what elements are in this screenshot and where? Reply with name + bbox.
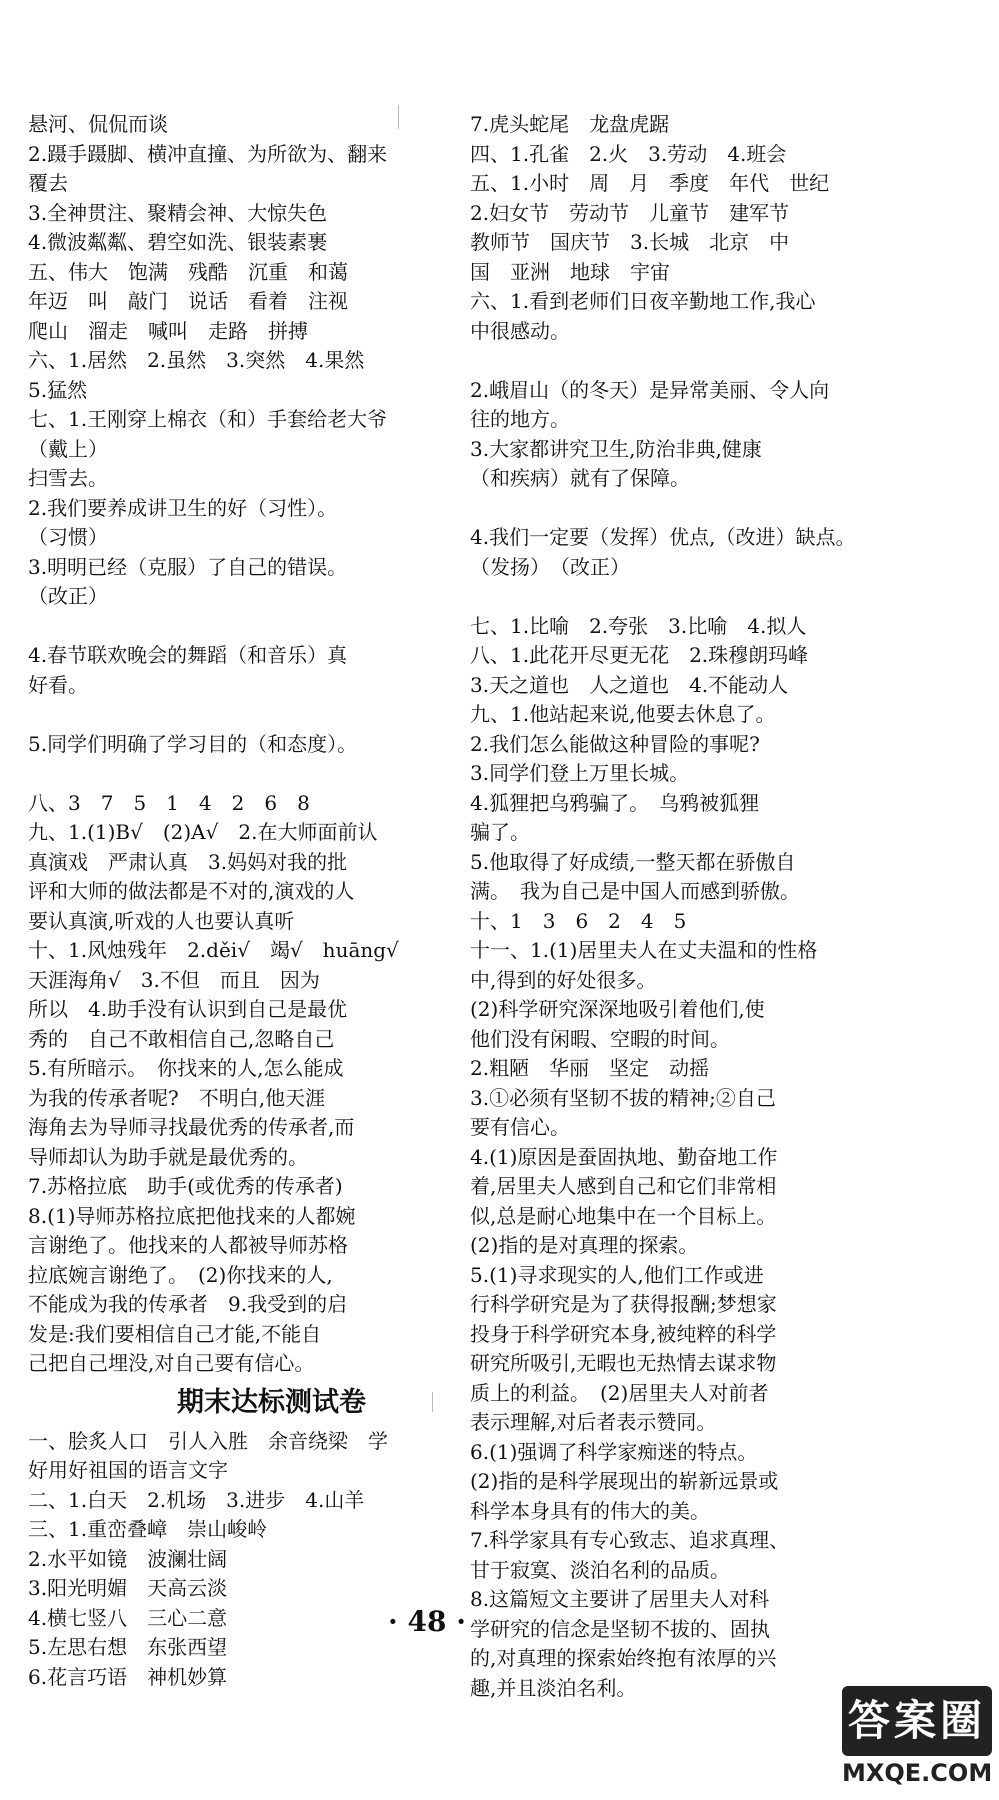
text-line: 己把自己埋没,对自己要有信心。	[28, 1351, 315, 1375]
text-line: 扫雪去。	[28, 466, 108, 490]
text-line: 五、1.小时 周 月 季度 年代 世纪	[470, 171, 830, 195]
text-line: （改正）	[28, 584, 108, 608]
text-line	[470, 494, 990, 524]
text-line: 质上的利益。 (2)居里夫人对前者	[470, 1380, 769, 1405]
text-line: 3.阳光明媚 天高云淡	[28, 1576, 228, 1600]
text-line: 5.有所暗示。 你找来的人,怎么能成	[28, 1056, 344, 1080]
text-line: 他们没有闲暇、空暇的时间。	[470, 1026, 730, 1051]
text-line: 7.苏格拉底 助手(或优秀的传承者)	[28, 1174, 343, 1198]
text-line: 教师节 国庆节 3.长城 北京 中	[470, 230, 790, 254]
text-line: 往的地方。	[470, 407, 570, 431]
text-line: 2.妇女节 劳动节 儿童节 建军节	[470, 200, 790, 225]
text-line: 3.明明已经（克服）了自己的错误。	[28, 554, 348, 579]
text-line: 3.天之道也 人之道也 4.不能动人	[470, 672, 789, 697]
text-line: 四、1.孔雀 2.火 3.劳动 4.班会	[470, 141, 787, 166]
text-line: (2)指的是对真理的探索。	[470, 1233, 699, 1257]
text-line: 九、1.他站起来说,他要去休息了。	[470, 702, 776, 726]
right-column	[470, 110, 990, 1703]
text-line: 5.左思右想 东张西望	[28, 1635, 228, 1659]
text-line: 十一、1.(1)居里夫人在丈夫温和的性格	[470, 938, 818, 962]
page-number: · 48 ·	[388, 1605, 466, 1638]
text-line: 满。 我为自己是中国人而感到骄傲。	[470, 879, 800, 903]
text-line: 中很感动。	[470, 318, 570, 343]
text-line: 十、1 3 6 2 4 5	[470, 908, 687, 933]
text-line: 二、1.白天 2.机场 3.进步 4.山羊	[28, 1487, 365, 1512]
text-line: 表示理解,对后者表示赞同。	[470, 1410, 717, 1434]
text-line: 要认真演,听戏的人也要认真听	[28, 908, 295, 933]
text-line: 六、1.看到老师们日夜辛勤地工作,我心	[470, 289, 816, 313]
watermark-bottom: MXQE.COM	[842, 1759, 993, 1787]
text-line: 七、1.王刚穿上棉衣（和）手套给老大爷	[28, 407, 388, 431]
text-line	[28, 759, 470, 789]
watermark-top: 答案圈	[842, 1686, 992, 1756]
watermark-logo	[842, 1686, 992, 1790]
text-line: 科学本身具有的伟大的美。	[470, 1498, 710, 1523]
text-line: 8.这篇短文主要讲了居里夫人对科	[470, 1587, 770, 1611]
text-line: 国 亚洲 地球 宇宙	[470, 259, 670, 284]
text-line	[470, 346, 990, 376]
text-line: 行科学研究是为了获得报酬;梦想家	[470, 1292, 777, 1316]
text-line: 五、伟大 饱满 残酷 沉重 和蔼	[28, 259, 348, 284]
text-line: 海角去为导师寻找最优秀的传承者,而	[28, 1115, 355, 1139]
text-line: 6.花言巧语 神机妙算	[28, 1664, 228, 1689]
text-line: 2.我们怎么能做这种冒险的事呢?	[470, 731, 760, 756]
text-line: 一、脍炙人口 引人入胜 余音绕梁 学	[28, 1428, 388, 1453]
text-line: （发扬） （改正）	[470, 554, 630, 579]
text-line: 8.(1)导师苏格拉底把他找来的人都婉	[28, 1203, 356, 1228]
text-line: 4.(1)原因是蚕固执地、勤奋地工作	[470, 1144, 778, 1169]
text-line: 中,得到的好处很多。	[470, 967, 657, 992]
text-line: 学研究的信念是坚韧不拔的、固执	[470, 1616, 770, 1641]
text-line: 爬山 溜走 喊叫 走路 拼搏	[28, 318, 308, 343]
text-line: 2.水平如镜 波澜壮阔	[28, 1546, 228, 1571]
text-line: 好看。	[28, 672, 88, 697]
text-line: 十、1.风烛残年 2.děi√ 竭√ huāng√	[28, 938, 399, 962]
text-line: （习惯）	[28, 525, 108, 549]
text-line: 秀的 自己不敢相信自己,忽略自己	[28, 1026, 335, 1051]
text-line: 为我的传承者呢? 不明白,他天涯	[28, 1085, 326, 1110]
text-line: 2.粗陋 华丽 坚定 动摇	[470, 1056, 710, 1080]
text-line: 5.他取得了好成绩,一整天都在骄傲自	[470, 849, 796, 874]
text-line	[470, 582, 990, 612]
text-line: 骗了。	[470, 820, 530, 844]
text-line: 3.全神贯注、聚精会神、大惊失色	[28, 200, 328, 225]
text-line: 的,对真理的探索始终抱有浓厚的兴	[470, 1646, 777, 1670]
text-line: 八、3 7 5 1 4 2 6 8	[28, 790, 310, 815]
text-line: 甘于寂寞、淡泊名利的品质。	[470, 1557, 730, 1582]
text-line: 好用好祖国的语言文字	[28, 1458, 228, 1482]
text-line: 4.狐狸把乌鸦骗了。 乌鸦被狐狸	[470, 790, 760, 815]
text-line: 九、1.(1)B√ (2)A√ 2.在大师面前认	[28, 820, 378, 844]
text-line: (2)指的是科学展现出的崭新远景或	[470, 1469, 779, 1493]
text-line: 5.(1)寻求现实的人,他们工作或进	[470, 1262, 764, 1287]
text-line: 4.我们一定要（发挥）优点,（改进）缺点。	[470, 525, 856, 549]
text-line: 6.(1)强调了科学家痴迷的特点。	[470, 1439, 758, 1464]
text-line: 趣,并且淡泊名利。	[470, 1675, 637, 1700]
text-line: 三、1.重峦叠嶂 崇山峻岭	[28, 1517, 268, 1541]
text-line: 7.虎头蛇尾 龙盘虎踞	[470, 112, 670, 136]
text-line: （戴上）	[28, 436, 108, 461]
text-line: 4.横七竖八 三心二意	[28, 1605, 228, 1630]
text-line: 似,总是耐心地集中在一个目标上。	[470, 1203, 777, 1228]
text-line: 七、1.比喻 2.夸张 3.比喻 4.拟人	[470, 613, 807, 638]
text-line: 5.猛然	[28, 377, 88, 402]
text-line: 拉底婉言谢绝了。 (2)你找来的人,	[28, 1262, 333, 1287]
text-line: 年迈 叫 敲门 说话 看着 注视	[28, 289, 348, 313]
text-line: 2.峨眉山（的冬天）是异常美丽、令人向	[470, 377, 830, 402]
text-line: 3.同学们登上万里长城。	[470, 761, 690, 785]
text-line: 4.微波粼粼、碧空如洗、银装素裹	[28, 230, 328, 254]
text-line: 2.我们要养成讲卫生的好（习性）。	[28, 495, 338, 520]
text-line: 真演戏 严肃认真 3.妈妈对我的批	[28, 849, 348, 874]
text-line: 要有信心。	[470, 1115, 570, 1139]
text-line: 研究所吸引,无暇也无热情去谋求物	[470, 1351, 777, 1375]
text-line: 悬河、侃侃而谈	[28, 112, 168, 136]
text-line: 八、1.此花开尽更无花 2.珠穆朗玛峰	[470, 643, 809, 667]
text-line: 5.同学们明确了学习目的（和态度）。	[28, 731, 358, 756]
text-line: 着,居里夫人感到自己和它们非常相	[470, 1174, 777, 1198]
text-line	[28, 612, 470, 642]
section-title: 期末达标测试卷	[177, 1386, 366, 1418]
text-line: 不能成为我的传承者 9.我受到的启	[28, 1292, 348, 1316]
text-line: 2.蹑手蹑脚、横冲直撞、为所欲为、翻来	[28, 141, 388, 166]
text-line: 7.科学家具有专心致志、追求真理、	[470, 1528, 790, 1552]
text-line: 3.大家都讲究卫生,防治非典,健康	[470, 436, 762, 461]
text-line: （和疾病）就有了保障。	[470, 466, 690, 490]
left-column	[28, 110, 470, 1692]
text-line: 4.春节联欢晚会的舞蹈（和音乐）真	[28, 643, 348, 667]
text-line: 覆去	[28, 171, 68, 195]
text-line: (2)科学研究深深地吸引着他们,使	[470, 997, 765, 1021]
text-line: 六、1.居然 2.虽然 3.突然 4.果然	[28, 348, 365, 372]
text-line: 投身于科学研究本身,被纯粹的科学	[470, 1321, 777, 1346]
text-line: 言谢绝了。他找来的人都被导师苏格	[28, 1233, 348, 1257]
text-line: 发是:我们要相信自己才能,不能自	[28, 1321, 322, 1346]
text-line: 评和大师的做法都是不对的,演戏的人	[28, 879, 355, 903]
text-line: 导师却认为助手就是最优秀的。	[28, 1144, 308, 1169]
text-line	[28, 700, 470, 730]
text-line: 所以 4.助手没有认识到自己是最优	[28, 997, 348, 1021]
text-line: 3.①必须有坚韧不拔的精神;②自己	[470, 1085, 776, 1110]
text-line: 天涯海角√ 3.不但 而且 因为	[28, 967, 320, 992]
